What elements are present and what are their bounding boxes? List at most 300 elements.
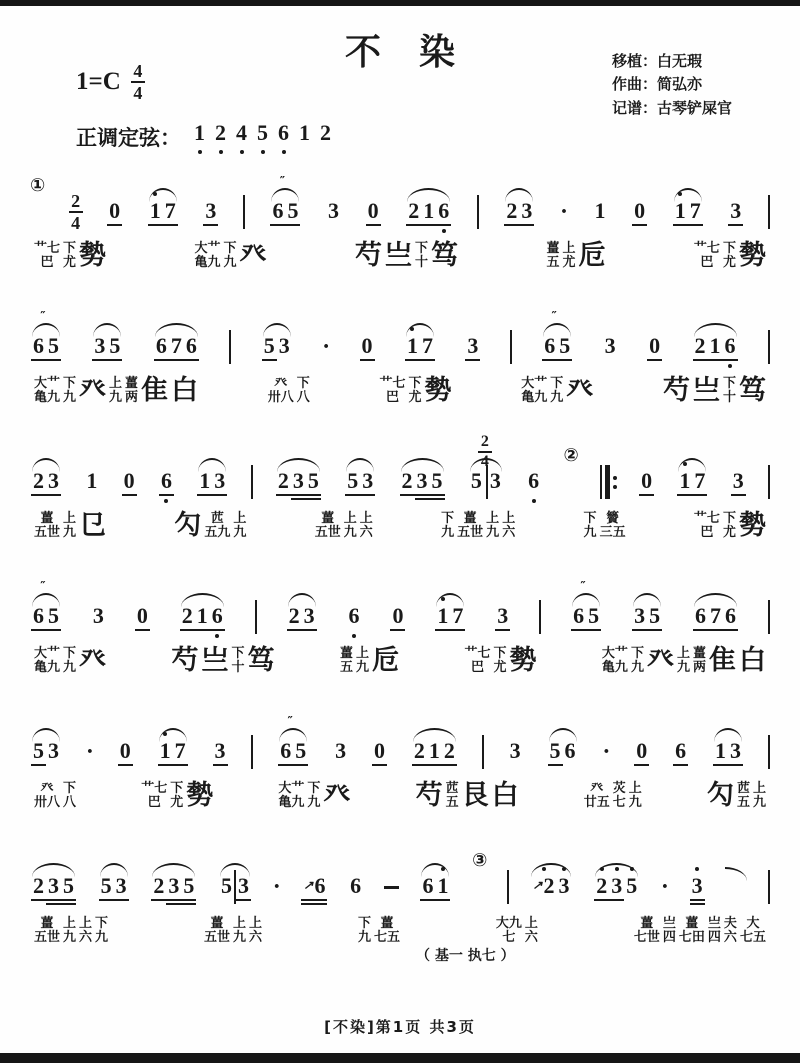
tablature-glyph-row: 下 — [357, 916, 371, 931]
slur-group — [98, 866, 130, 908]
beam-underline — [430, 498, 445, 500]
tablature-glyph-row: 艹七 — [693, 511, 720, 526]
tablature-glyph-row: 亀九 — [194, 254, 221, 270]
beam-underline — [690, 903, 705, 905]
note — [688, 191, 703, 233]
note-digit: 3 — [509, 738, 521, 763]
note-digit: 3 — [634, 603, 646, 628]
note — [159, 461, 174, 503]
low-octave-dot — [352, 634, 356, 638]
tablature-glyph-row: 六 — [249, 929, 263, 945]
note — [270, 191, 285, 233]
slur-group — [261, 326, 293, 368]
tablature-glyph — [204, 512, 230, 539]
tablature-glyph-row: 下 — [223, 241, 237, 256]
barline — [482, 735, 484, 769]
section-mark: ② — [563, 444, 579, 466]
note-digit: 6 — [33, 603, 44, 628]
tablature-glyph — [708, 645, 736, 677]
slur-group — [547, 731, 579, 773]
beam-underline — [92, 359, 107, 361]
beam-underline — [291, 498, 306, 500]
tuning-label: 正调定弦： — [76, 126, 181, 150]
beam-underline — [390, 629, 405, 631]
tablature-glyph-row: 卅八 — [267, 389, 294, 405]
note-digit: 0 — [392, 603, 404, 628]
slur-group — [529, 866, 572, 908]
note-digit: 1 — [86, 468, 98, 493]
tablature-glyph-row: 下 — [307, 781, 321, 796]
note — [390, 596, 405, 638]
tablature-glyph-row: 癶 — [79, 375, 107, 407]
tablature-glyph-row: 癶 — [274, 376, 288, 391]
tablature-glyph-row: 艹七 — [379, 376, 406, 391]
time-signature — [69, 192, 83, 232]
tablature-glyph-row: 大艹 — [521, 376, 548, 391]
key-signature — [76, 62, 145, 102]
beam-underline — [184, 359, 199, 361]
tablature-glyph — [34, 647, 60, 674]
note-digit: 3 — [730, 738, 742, 763]
tablature-glyph — [694, 242, 720, 269]
tablature-glyph — [708, 917, 721, 944]
note-digit: 3 — [730, 198, 742, 223]
augmentation-dot: · — [559, 199, 568, 225]
tablature-glyph-row: 艮 — [461, 780, 489, 812]
tablature-glyph-row: 下 — [722, 376, 736, 391]
tablature-glyph — [79, 375, 107, 407]
note-digit: 0 — [109, 198, 121, 223]
tuning-row — [76, 120, 336, 154]
tablature-glyph — [374, 917, 400, 944]
note — [348, 866, 363, 908]
barline — [251, 735, 253, 769]
tablature-glyph-row: 癶 — [239, 240, 267, 272]
beam-underline — [122, 494, 137, 496]
tablature-glyph-row: 亗 — [707, 916, 721, 931]
tablature-glyph — [631, 647, 644, 674]
note — [708, 596, 723, 638]
beam-underline — [114, 899, 129, 901]
tablature-glyph-row: 九 — [343, 524, 357, 540]
note-digit: 3 — [335, 738, 347, 763]
tablature-glyph-row: 勢 — [509, 645, 537, 677]
note-digit: 5 — [559, 333, 571, 358]
tablature-glyph — [424, 375, 452, 407]
tablature-cluster — [268, 377, 310, 404]
tablature-glyph — [578, 240, 606, 272]
note-digit: 0 — [649, 333, 661, 358]
tablature-glyph-row: 三五 — [599, 524, 626, 540]
tablature-glyph-row: 芍 — [415, 780, 443, 812]
tablature-glyph — [693, 647, 706, 674]
system — [0, 158, 800, 293]
note-digit: 1 — [709, 333, 721, 358]
note — [519, 191, 534, 233]
note-digit: 3 — [48, 873, 59, 898]
note-digit: 6 — [724, 603, 736, 628]
repeat-dot — [613, 476, 617, 480]
beam-underline — [158, 764, 173, 766]
note — [571, 596, 586, 638]
note-digit: 1 — [674, 198, 686, 223]
high-octave-dot — [678, 192, 682, 196]
tablature-cluster — [34, 645, 107, 677]
note-digit: 6 — [33, 333, 44, 358]
note — [427, 731, 442, 773]
note — [118, 731, 133, 773]
note-digit: 3 — [205, 198, 217, 223]
note — [91, 596, 106, 638]
note-digit: 2 — [277, 468, 289, 493]
beam-underline — [169, 359, 184, 361]
notation-row — [0, 563, 800, 641]
note-digit: 3 — [732, 468, 744, 493]
note-digit: 7 — [709, 603, 721, 628]
barline — [768, 870, 770, 904]
tablature-cluster — [339, 645, 399, 677]
tablature-glyph-row: 四 — [707, 929, 721, 945]
tablature-glyph-row: 芍 — [171, 645, 199, 677]
tablature-glyph-row: 白 — [738, 645, 766, 677]
barline — [251, 465, 253, 499]
note-digit: 3 — [214, 738, 226, 763]
tablature-glyph-row: 艹七 — [34, 241, 61, 256]
tablature-glyph — [79, 510, 107, 542]
note-digit: 7 — [174, 738, 186, 763]
note-digit: 3 — [303, 603, 315, 628]
tablature-glyph-row: 大艹 — [601, 646, 628, 661]
beam-underline — [285, 224, 300, 226]
tablature-glyph — [204, 917, 230, 944]
high-octave-dot — [562, 867, 566, 871]
page-title: 不染 — [344, 32, 493, 73]
tablature-glyph-row: 九 — [307, 794, 321, 810]
note — [197, 461, 212, 503]
tablature-glyph-row: 尤 — [722, 524, 736, 540]
note — [450, 596, 465, 638]
note — [728, 191, 743, 233]
tablature-glyph-row: 艹七 — [693, 241, 720, 256]
time-signature-top: 2 — [480, 433, 489, 450]
note-digit: 2 — [33, 468, 44, 493]
low-octave-dot — [261, 150, 265, 154]
tablature-glyph-row: 亀九 — [34, 389, 61, 405]
beam-underline — [421, 224, 436, 226]
note-digit: 5 — [287, 198, 299, 223]
tablature-glyph — [740, 917, 766, 944]
beam-underline — [61, 899, 76, 901]
tablature-glyph — [692, 375, 720, 407]
tablature-glyph-row: 五 — [445, 794, 459, 810]
tablature-glyph — [239, 240, 267, 272]
beam-underline — [647, 359, 662, 361]
tablature-glyph-row: 六 — [723, 929, 737, 945]
tablature-glyph-row: 下 — [63, 646, 77, 661]
note-digit: 3 — [92, 603, 104, 628]
note-digit: 3 — [611, 873, 623, 898]
low-octave-dot — [442, 229, 446, 233]
note-digit: 1 — [149, 198, 161, 223]
tablature-glyph — [380, 377, 406, 404]
tuning-note: 5 — [257, 120, 268, 154]
note — [557, 866, 572, 908]
note — [723, 326, 738, 368]
tablature-glyph — [141, 375, 169, 407]
beam-underline — [360, 494, 375, 496]
notation-row — [0, 158, 800, 236]
note-digit: 0 — [123, 468, 135, 493]
tablature-glyph-row: 薑 — [210, 916, 224, 931]
tuning-note: 4 — [236, 120, 247, 154]
note — [731, 461, 746, 503]
note — [690, 866, 705, 908]
tablature-glyph — [629, 782, 642, 809]
page-footer: [不染]第1页 共3页 — [324, 1018, 476, 1036]
slur-group — [399, 461, 446, 503]
tablature-glyph — [171, 645, 199, 677]
tablature-glyph-row: 白 — [491, 780, 519, 812]
tablature-glyph-row: 癶 — [646, 645, 674, 677]
tuning-note: 1 — [194, 120, 205, 154]
beam-underline — [46, 899, 61, 901]
tablature-glyph-row: 五 — [546, 254, 560, 270]
note-digit: 1 — [594, 198, 606, 223]
tablature-glyph-row: 九 — [550, 389, 564, 405]
tablature-glyph-row: 六 — [79, 929, 93, 945]
tablature-glyph-row: 上 — [562, 241, 576, 256]
beam-underline — [366, 224, 381, 226]
note — [107, 191, 122, 233]
tablature-glyph-row: 下 — [95, 916, 109, 931]
system — [0, 833, 800, 968]
note — [632, 191, 647, 233]
tablature-glyph-row: 勢 — [79, 240, 107, 272]
note — [46, 326, 61, 368]
tablature-glyph-row: 大艹 — [194, 241, 221, 256]
beam-underline — [415, 494, 430, 496]
key-label: 1=C — [76, 68, 121, 95]
tablature-glyph-row: 下 — [63, 781, 77, 796]
tablature-glyph — [315, 512, 341, 539]
tablature-glyph — [663, 917, 676, 944]
tablature-glyph-row: 上 — [359, 511, 373, 526]
beam-underline — [302, 629, 317, 631]
tablature-glyph-row: 九 — [583, 524, 597, 540]
beam-underline — [542, 359, 557, 361]
tablature-cluster — [693, 510, 766, 542]
tablature-glyph-row: 五世 — [203, 929, 230, 945]
tablature-glyph-row: 癶 — [40, 781, 54, 796]
tablature-glyph-row: 夫 — [723, 916, 737, 931]
barline — [768, 195, 770, 229]
tablature-glyph-row: 㔾 — [79, 510, 107, 542]
tablature-glyph-row: 七田 — [678, 929, 705, 945]
beam-underline — [548, 764, 563, 766]
tablature-glyph-row: 九 — [233, 524, 247, 540]
tablature-glyph-row: 下 — [408, 376, 422, 391]
note-digit: 5 — [626, 873, 638, 898]
system — [0, 698, 800, 833]
meter-fraction — [131, 62, 145, 102]
tablature-glyph-row: 癶 — [79, 645, 107, 677]
note — [673, 731, 688, 773]
barline — [768, 735, 770, 769]
high-octave-dot — [630, 867, 634, 871]
tablature-glyph-row: 笃 — [738, 375, 766, 407]
tablature-glyph — [307, 782, 320, 809]
tablature-glyph-row: 九 — [63, 524, 77, 540]
tablature-glyph-row: 上 — [109, 376, 123, 391]
note — [639, 461, 654, 503]
beam-underline — [723, 359, 738, 361]
tablature-glyph-row: 卮 — [371, 645, 399, 677]
tablature-glyph — [247, 645, 275, 677]
slur-group — [277, 731, 309, 773]
note — [609, 866, 624, 908]
tablature-glyph-row: 苉 — [210, 511, 224, 526]
slur-group — [275, 461, 322, 503]
tablature-glyph — [509, 645, 537, 677]
beam-underline — [405, 359, 420, 361]
note-digit: 6 — [564, 738, 576, 763]
note-digit: 0 — [634, 198, 646, 223]
tablature-glyph-row: 五世 — [34, 929, 61, 945]
note — [306, 461, 321, 503]
beam-underline — [442, 764, 457, 766]
tablature-glyph — [323, 780, 351, 812]
note — [421, 191, 436, 233]
note — [632, 596, 647, 638]
tablature-glyph-row: 七五 — [373, 929, 400, 945]
tablature-glyph-row: 廿五 — [583, 794, 610, 810]
tablature-glyph — [63, 917, 76, 944]
credit-line: 作曲：简弘亦 — [611, 75, 702, 94]
tablature-glyph-row: 九 — [109, 389, 123, 405]
beam-underline — [301, 899, 327, 901]
note — [213, 731, 228, 773]
tablature-glyph-row: 薑 — [685, 916, 699, 931]
tablature-glyph-row: 九 — [752, 794, 766, 810]
tablature-cluster — [34, 782, 76, 809]
note — [285, 191, 300, 233]
tablature-glyph-row: 癶 — [590, 781, 604, 796]
tablature-glyph — [566, 375, 594, 407]
tablature-glyph-row: 尤 — [722, 254, 736, 270]
tablature-cluster — [464, 645, 537, 677]
slur-group — [30, 596, 62, 638]
tablature-glyph-row: 十 — [722, 389, 736, 405]
beam-underline — [173, 764, 188, 766]
tablature-glyph-row: 上 — [233, 511, 247, 526]
beam-underline — [372, 764, 387, 766]
tablature-glyph-row: 亗 — [201, 645, 229, 677]
beam-underline — [197, 494, 212, 496]
note — [563, 731, 578, 773]
note-digit: 5 — [431, 468, 443, 493]
tablature-glyph — [753, 782, 766, 809]
note — [708, 326, 723, 368]
tablature-glyph — [600, 512, 626, 539]
beam-underline — [46, 494, 61, 496]
tablature-glyph-row: 七 — [502, 929, 516, 945]
beam-underline — [291, 494, 306, 496]
tablature-glyph-row: 巴 — [470, 659, 484, 675]
note-digit: 2 — [408, 198, 420, 223]
beam-underline — [639, 494, 654, 496]
note-digit: 3 — [691, 873, 703, 898]
note — [61, 866, 76, 908]
note-digit: 6 — [724, 333, 736, 358]
tablature-glyph-row: 大艹 — [34, 376, 61, 391]
tablature-glyph-row: 下 — [170, 781, 184, 796]
tablature-glyph — [174, 510, 202, 542]
tablature-glyph — [724, 917, 737, 944]
tablature-glyph-row: 亀九 — [521, 389, 548, 405]
beam-underline — [118, 764, 133, 766]
note-digit: 2 — [401, 468, 413, 493]
slur-group — [405, 191, 452, 233]
note — [173, 731, 188, 773]
note-digit: 0 — [136, 603, 148, 628]
tuning-note: 1 — [299, 120, 310, 145]
note — [84, 461, 99, 503]
note-digit: 6 — [155, 333, 167, 358]
slur-group — [147, 191, 179, 233]
tablature-glyph-row: 六 — [524, 929, 538, 945]
tablature-glyph — [63, 647, 76, 674]
slur-group — [570, 596, 602, 638]
tablature-glyph-row: 九 — [630, 659, 644, 675]
note-digit: 0 — [367, 198, 379, 223]
beam-underline — [31, 629, 46, 631]
note — [46, 731, 61, 773]
tablature-glyph-row: 白 — [171, 375, 199, 407]
tablature-glyph-row: 下 — [493, 646, 507, 661]
beam-underline — [61, 903, 76, 905]
page-top-edge — [0, 0, 800, 6]
tablature-cluster — [584, 512, 626, 539]
beam-underline — [557, 359, 572, 361]
note-digit: 5 — [33, 738, 44, 763]
tablature-glyph — [109, 377, 122, 404]
tablature-glyph — [677, 647, 690, 674]
tablature-glyph-row: 巴 — [386, 389, 400, 405]
tablature-glyph — [171, 375, 199, 407]
tablature-glyph-row: 勢 — [738, 510, 766, 542]
beam-underline — [728, 764, 743, 766]
tablature-cluster — [174, 510, 247, 542]
sustain-dash — [384, 886, 399, 889]
beam-underline — [436, 224, 451, 226]
high-octave-dot — [695, 867, 699, 871]
tablature-glyph-row: 尤 — [408, 389, 422, 405]
note-digit: 5 — [48, 603, 59, 628]
tablature-glyph-row: 下 — [231, 646, 245, 661]
tablature-glyph — [584, 512, 597, 539]
note-digit: 6 — [694, 603, 706, 628]
tablature-glyph-row: 薑 — [463, 511, 477, 526]
tablature-cluster — [546, 240, 606, 272]
repeat-dot — [613, 485, 617, 489]
note — [415, 461, 430, 503]
note-digit: 3 — [416, 468, 428, 493]
tablature-glyph-row: 尤 — [493, 659, 507, 675]
slur-group — [179, 596, 226, 638]
tablature-glyph-row: 九 — [441, 524, 455, 540]
slur-group — [676, 461, 708, 503]
tablature-glyph — [723, 377, 736, 404]
